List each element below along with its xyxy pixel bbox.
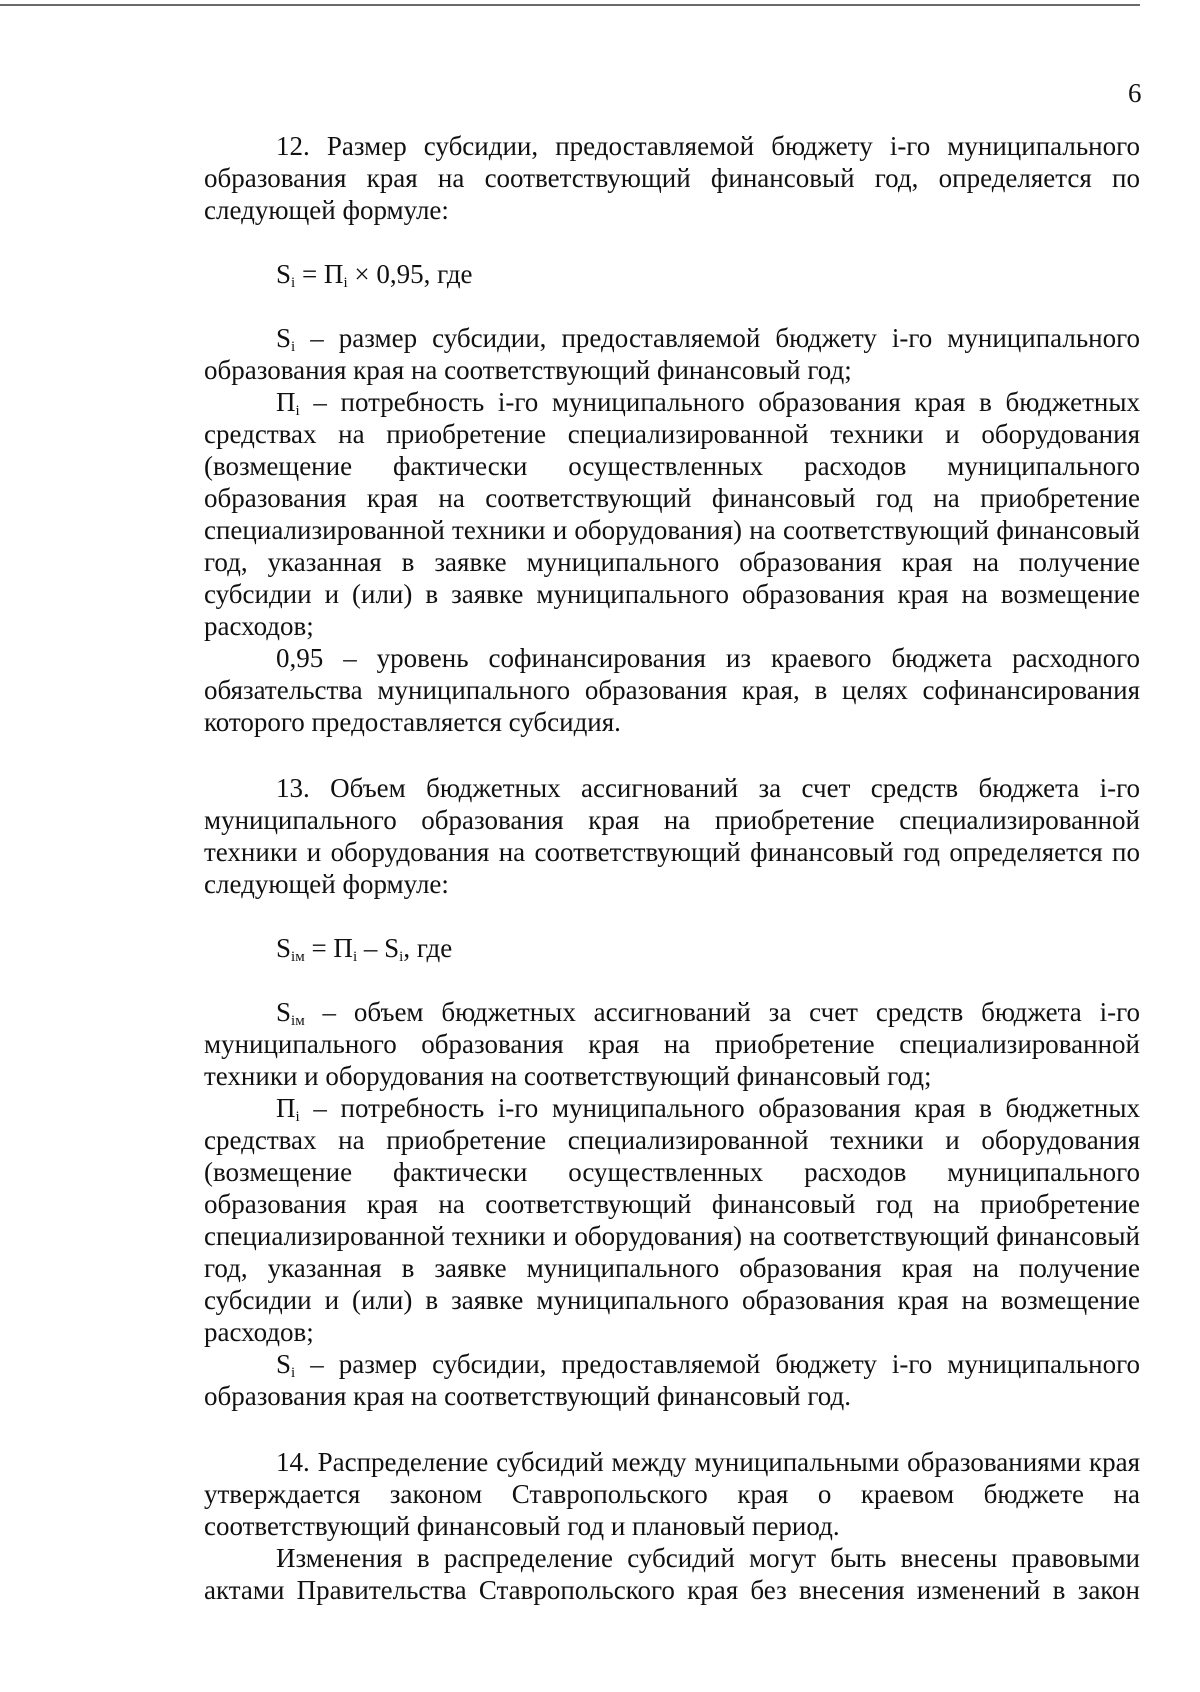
item-14-intro: 14. Распределение субсидий между муниципальными образованиями края утверждается законом Ставропольского края о краевом бюджете на соответствующий финансовый год и плановый период. <box>204 1447 1140 1541</box>
page-number: 6 <box>1128 78 1142 108</box>
item-13-intro: 13. Объем бюджетных ассигнований за счет средств бюджета i-го муниципального образования края на приобретение специализированной техники и оборудования на соответствующий финансовый год определяется по следующей формуле: <box>204 773 1140 899</box>
item-14-changes: Изменения в распределение субсидий могут быть внесены правовыми актами Правительства Ставропольского края без внесения изменений в закон <box>204 1543 1140 1605</box>
definition-p-i: $П_i$ – потребность i-го муниципального образования края в бюджетных средствах на приобретение специализированной техники и оборудования (возмещение фактически осуществленных расходов муниципального образования края на соответствующий финансовый год на приобретение специализированной техники и оборудования) на соответствующий финансовый год, указанная в заявке муниципального образования края на получение субсидии и (или) в заявке муниципального образования края на возмещение расходов; <box>204 387 1140 641</box>
definition-s-i: $S_i$ – размер субсидии, предоставляемой бюджету i-го муниципального образования края на соответствующий финансовый год; <box>204 323 1140 385</box>
formula-municipal-budget: $S_{iм} = П_i - S_i$, где <box>276 933 453 965</box>
definition-rate: 0,95 – уровень софинансирования из краевого бюджета расходного обязательства муниципального образования края, в целях софинансирования которого предоставляется субсидия. <box>204 643 1140 737</box>
scan-edge-line <box>0 4 1140 6</box>
document-body <box>204 130 1140 1606</box>
formula-subsidy: $S_i = П_i \times 0,95$, где <box>276 259 473 291</box>
definition-s-im: $S_{iм}$ – объем бюджетных ассигнований за счет средств бюджета i-го муниципального образования края на приобретение специализированной техники и оборудования на соответствующий финансовый год; <box>204 997 1140 1091</box>
item-12-intro: 12. Размер субсидии, предоставляемой бюджету i-го муниципального образования края на соответствующий финансовый год, определяется по следующей формуле: <box>204 131 1140 225</box>
definition-p-i-repeat: $П_i$ – потребность i-го муниципального образования края в бюджетных средствах на приобретение специализированной техники и оборудования (возмещение фактически осуществленных расходов муниципального образования края на соответствующий финансовый год на приобретение специализированной техники и оборудования) на соответствующий финансовый год, указанная в заявке муниципального образования края на получение субсидии и (или) в заявке муниципального образования края на возмещение расходов; <box>204 1093 1140 1347</box>
definition-s-i-repeat: $S_i$ – размер субсидии, предоставляемой бюджету i-го муниципального образования края на соответствующий финансовый год. <box>204 1349 1140 1411</box>
